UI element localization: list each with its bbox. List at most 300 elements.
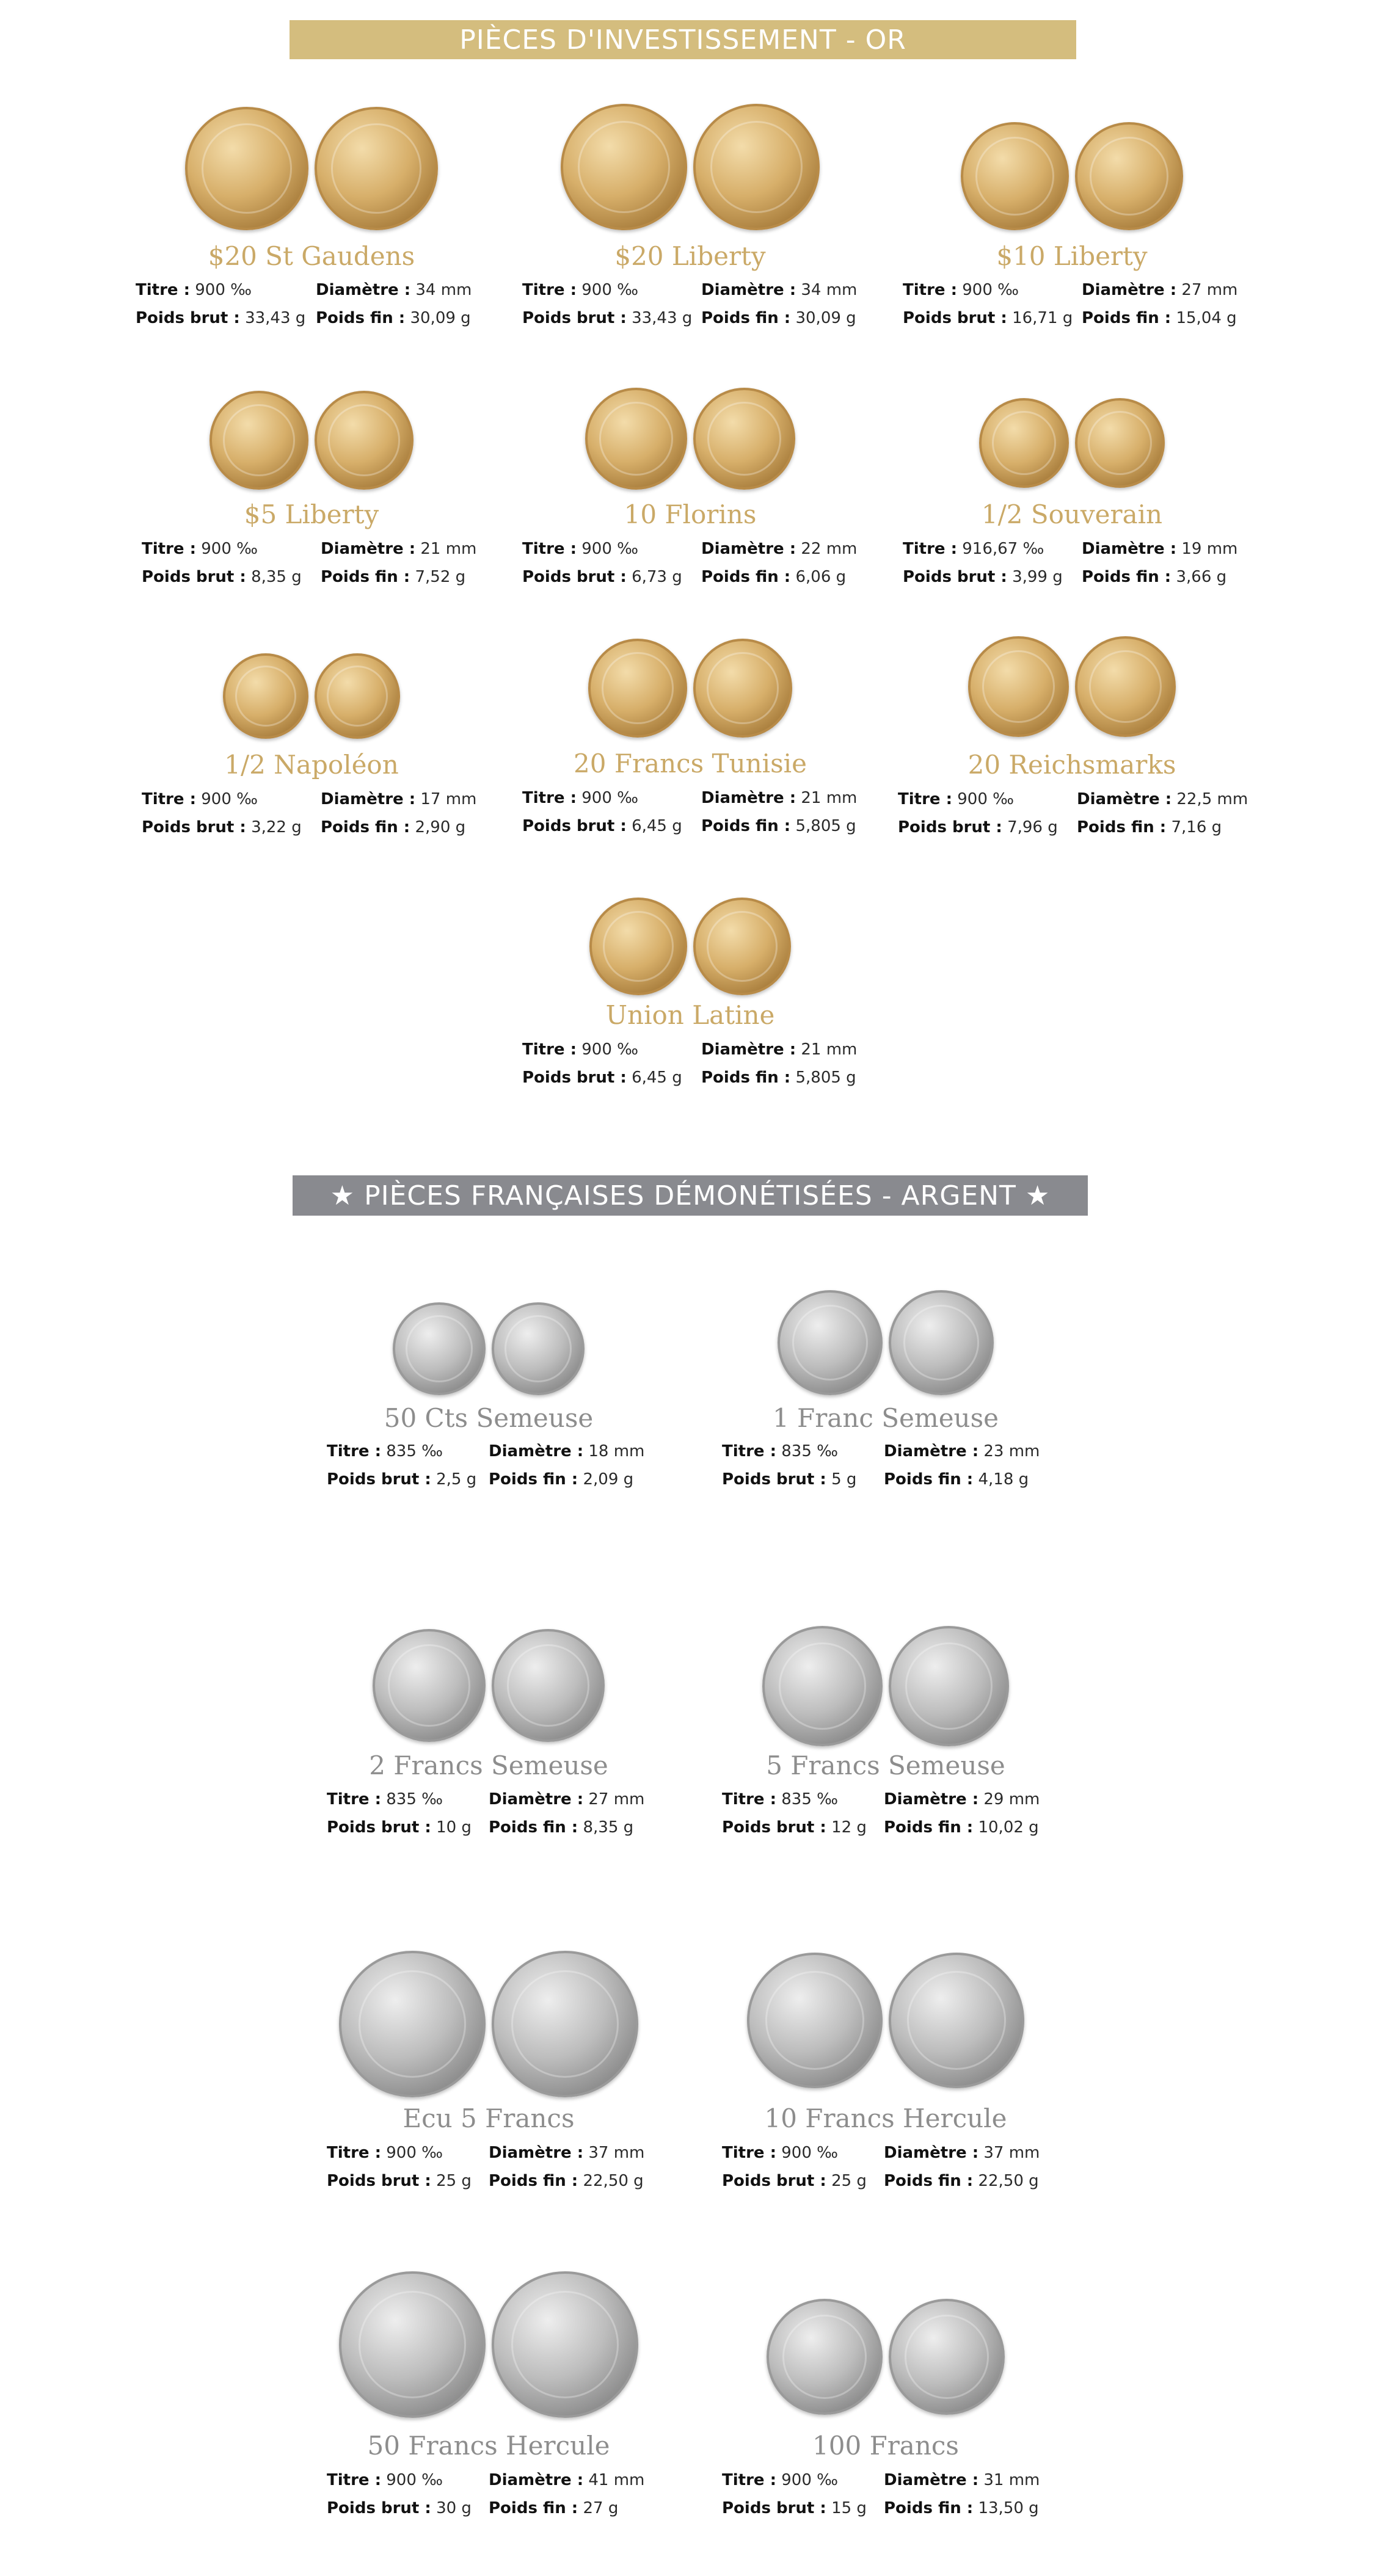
spec-value: 3,99 g xyxy=(1012,568,1063,586)
spec-poids-brut xyxy=(903,304,1073,332)
spec-label: Poids fin : xyxy=(1077,818,1167,836)
spec-poids-brut xyxy=(522,1064,682,1092)
spec-value: 835 ‰ xyxy=(781,1442,839,1460)
coin-specs xyxy=(142,535,477,591)
spec-value: 27 g xyxy=(583,2499,619,2517)
spec-value: 900 ‰ xyxy=(581,540,639,558)
coin-reverse-image xyxy=(889,2299,1005,2415)
spec-titre xyxy=(327,2466,443,2494)
spec-label: Titre : xyxy=(327,1790,381,1809)
spec-value: 6,45 g xyxy=(632,817,682,835)
coin-obverse-image xyxy=(762,1626,883,1746)
spec-value: 7,96 g xyxy=(1007,818,1058,836)
spec-diametre xyxy=(701,1036,857,1064)
coin-specs xyxy=(722,1437,1040,1493)
coin-obverse-image xyxy=(778,1290,883,1395)
spec-value: 2,5 g xyxy=(436,1470,477,1489)
coin-reverse-image xyxy=(1075,398,1165,488)
spec-value: 19 mm xyxy=(1181,540,1238,558)
spec-value: 3,66 g xyxy=(1176,568,1227,586)
spec-label: Poids brut : xyxy=(327,1470,431,1489)
spec-label: Poids brut : xyxy=(722,2499,826,2517)
spec-value: 10,02 g xyxy=(978,1818,1039,1837)
coin-reverse-image xyxy=(1075,122,1183,230)
coin-reverse-image xyxy=(492,2271,638,2418)
coin-specs xyxy=(722,2466,1040,2522)
spec-poids-brut xyxy=(327,2167,472,2195)
coin-name: $10 Liberty xyxy=(996,241,1148,271)
coin-images xyxy=(128,107,495,230)
spec-diametre xyxy=(701,535,857,563)
coin-images xyxy=(305,1951,672,2097)
spec-diametre xyxy=(884,1437,1040,1465)
spec-poids-fin xyxy=(489,1813,633,1841)
coin-name: 100 Francs xyxy=(812,2431,959,2461)
spec-value: 900 ‰ xyxy=(781,2471,839,2489)
spec-label: Diamètre : xyxy=(489,1442,584,1460)
coin-images xyxy=(702,1290,1069,1395)
spec-value: 30 g xyxy=(436,2499,472,2517)
spec-value: 30,09 g xyxy=(410,309,471,327)
coin-images xyxy=(507,388,873,490)
spec-label: Poids brut : xyxy=(522,1068,627,1087)
spec-value: 18 mm xyxy=(588,1442,645,1460)
spec-poids-brut xyxy=(722,1813,867,1841)
spec-titre xyxy=(722,2466,838,2494)
spec-value: 900 ‰ xyxy=(201,540,258,558)
spec-label: Poids fin : xyxy=(884,2499,974,2517)
spec-poids-fin xyxy=(489,1465,633,1493)
spec-value: 900 ‰ xyxy=(957,790,1015,808)
spec-label: Diamètre : xyxy=(489,2144,584,2162)
spec-value: 22,50 g xyxy=(583,2172,644,2190)
spec-value: 8,35 g xyxy=(583,1818,634,1837)
spec-value: 22 mm xyxy=(801,540,858,558)
spec-value: 900 ‰ xyxy=(781,2144,839,2162)
spec-poids-brut xyxy=(136,304,305,332)
coin-name: 5 Francs Semeuse xyxy=(766,1751,1005,1780)
spec-label: Titre : xyxy=(898,790,952,808)
coin-images xyxy=(128,653,495,739)
coin-name: 2 Francs Semeuse xyxy=(369,1751,608,1780)
coin-obverse-image xyxy=(968,636,1069,737)
coin-obverse-image xyxy=(747,1953,883,2088)
coin-obverse-image xyxy=(339,2271,486,2418)
spec-poids-fin xyxy=(321,813,465,841)
spec-value: 23 mm xyxy=(983,1442,1040,1460)
spec-label: Titre : xyxy=(522,281,577,299)
spec-label: Diamètre : xyxy=(316,281,411,299)
spec-value: 17 mm xyxy=(420,790,477,808)
spec-value: 7,52 g xyxy=(415,568,466,586)
coin-reverse-image xyxy=(492,1629,605,1742)
spec-diametre xyxy=(701,784,857,812)
coin-name: $5 Liberty xyxy=(244,499,379,529)
spec-value: 34 mm xyxy=(415,281,472,299)
spec-diametre xyxy=(489,2466,644,2494)
spec-value: 3,22 g xyxy=(251,818,302,836)
coin-specs xyxy=(522,276,858,332)
spec-poids-brut xyxy=(327,1813,472,1841)
spec-poids-fin xyxy=(489,2494,618,2522)
spec-value: 900 ‰ xyxy=(962,281,1019,299)
spec-diametre xyxy=(884,2139,1040,2167)
spec-poids-fin xyxy=(1082,304,1237,332)
spec-value: 6,06 g xyxy=(795,568,847,586)
spec-value: 900 ‰ xyxy=(581,1040,639,1059)
spec-label: Poids brut : xyxy=(722,1470,826,1489)
spec-label: Poids brut : xyxy=(136,309,240,327)
coin-images xyxy=(889,398,1255,488)
spec-value: 5,805 g xyxy=(795,1068,856,1087)
spec-label: Poids fin : xyxy=(489,1818,578,1837)
spec-value: 12 g xyxy=(831,1818,867,1837)
coin-specs xyxy=(327,2466,645,2522)
spec-poids-brut xyxy=(327,2494,472,2522)
coin-reverse-image xyxy=(693,898,791,995)
spec-label: Diamètre : xyxy=(884,2144,979,2162)
spec-label: Poids fin : xyxy=(1082,309,1171,327)
spec-value: 4,18 g xyxy=(978,1470,1029,1489)
spec-diametre xyxy=(1077,785,1248,813)
coin-reverse-image xyxy=(889,1626,1009,1746)
spec-diametre xyxy=(884,2466,1040,2494)
spec-value: 900 ‰ xyxy=(386,2144,443,2162)
spec-poids-fin xyxy=(489,2167,644,2195)
spec-label: Poids fin : xyxy=(316,309,406,327)
spec-titre xyxy=(722,1785,838,1813)
spec-value: 2,09 g xyxy=(583,1470,634,1489)
coin-obverse-image xyxy=(561,104,687,230)
coin-specs xyxy=(136,276,472,332)
spec-value: 835 ‰ xyxy=(386,1790,443,1809)
spec-label: Poids brut : xyxy=(903,568,1007,586)
spec-poids-fin xyxy=(884,1813,1039,1841)
spec-poids-fin xyxy=(316,304,471,332)
coin-specs xyxy=(898,785,1248,841)
spec-titre xyxy=(903,276,1019,304)
spec-label: Poids brut : xyxy=(722,1818,826,1837)
spec-value: 900 ‰ xyxy=(195,281,252,299)
spec-diametre xyxy=(321,785,476,813)
spec-label: Titre : xyxy=(722,1442,776,1460)
spec-titre xyxy=(136,276,252,304)
spec-titre xyxy=(903,535,1044,563)
coin-obverse-image xyxy=(185,107,308,230)
coin-obverse-image xyxy=(585,388,687,490)
spec-poids-brut xyxy=(142,813,302,841)
spec-diametre xyxy=(321,535,476,563)
spec-value: 6,45 g xyxy=(632,1068,682,1087)
spec-diametre xyxy=(884,1785,1040,1813)
spec-poids-fin xyxy=(701,1064,856,1092)
spec-label: Diamètre : xyxy=(489,2471,584,2489)
spec-value: 29 mm xyxy=(983,1790,1040,1809)
spec-label: Titre : xyxy=(327,2144,381,2162)
coin-name: Ecu 5 Francs xyxy=(403,2103,575,2133)
spec-poids-brut xyxy=(142,563,302,591)
spec-titre xyxy=(327,2139,443,2167)
spec-value: 835 ‰ xyxy=(386,1442,443,1460)
coin-name: 1/2 Souverain xyxy=(981,499,1163,529)
spec-value: 41 mm xyxy=(588,2471,645,2489)
spec-label: Titre : xyxy=(903,540,957,558)
coin-reverse-image xyxy=(693,104,820,230)
coin-specs xyxy=(722,2139,1040,2195)
coin-specs xyxy=(327,2139,645,2195)
spec-poids-fin xyxy=(1082,563,1226,591)
spec-titre xyxy=(722,2139,838,2167)
spec-label: Poids fin : xyxy=(701,568,791,586)
spec-label: Poids fin : xyxy=(701,817,791,835)
spec-value: 8,35 g xyxy=(251,568,302,586)
spec-label: Diamètre : xyxy=(701,281,796,299)
spec-titre xyxy=(898,785,1014,813)
coin-specs xyxy=(522,1036,858,1092)
spec-diametre xyxy=(489,1785,644,1813)
coin-images xyxy=(889,636,1255,737)
spec-value: 2,90 g xyxy=(415,818,466,836)
gold-section-title: PIÈCES D'INVESTISSEMENT - OR xyxy=(290,20,1076,59)
spec-value: 22,50 g xyxy=(978,2172,1039,2190)
spec-value: 15 g xyxy=(831,2499,867,2517)
coin-images xyxy=(889,122,1255,230)
spec-label: Poids brut : xyxy=(722,2172,826,2190)
coin-name: $20 Liberty xyxy=(614,241,766,271)
spec-label: Poids fin : xyxy=(321,818,410,836)
spec-label: Titre : xyxy=(522,1040,577,1059)
spec-label: Poids brut : xyxy=(522,568,627,586)
coin-name: 10 Florins xyxy=(624,499,757,529)
spec-label: Titre : xyxy=(522,789,577,807)
coin-specs xyxy=(903,276,1238,332)
spec-label: Titre : xyxy=(142,790,196,808)
coin-reverse-image xyxy=(1075,636,1176,737)
spec-poids-fin xyxy=(884,2167,1039,2195)
spec-value: 30,09 g xyxy=(795,309,856,327)
coin-name: 20 Francs Tunisie xyxy=(574,749,807,778)
spec-label: Poids brut : xyxy=(903,309,1007,327)
spec-poids-fin xyxy=(701,812,856,840)
spec-titre xyxy=(522,535,638,563)
spec-label: Poids brut : xyxy=(327,1818,431,1837)
coin-reverse-image xyxy=(315,653,400,739)
spec-diametre xyxy=(489,1437,644,1465)
spec-label: Titre : xyxy=(722,2471,776,2489)
spec-poids-brut xyxy=(722,2167,867,2195)
spec-label: Poids brut : xyxy=(522,817,627,835)
coin-name: 20 Reichsmarks xyxy=(967,750,1176,780)
spec-poids-brut xyxy=(522,304,692,332)
spec-value: 900 ‰ xyxy=(386,2471,443,2489)
spec-label: Poids fin : xyxy=(1082,568,1171,586)
coin-name: 1 Franc Semeuse xyxy=(772,1403,999,1433)
coin-reverse-image xyxy=(315,107,438,230)
spec-label: Diamètre : xyxy=(1082,540,1177,558)
spec-label: Poids fin : xyxy=(701,309,791,327)
spec-label: Diamètre : xyxy=(1082,281,1177,299)
coin-obverse-image xyxy=(961,122,1069,230)
spec-label: Titre : xyxy=(522,540,577,558)
coin-reverse-image xyxy=(693,388,795,490)
coin-images xyxy=(305,1302,672,1395)
spec-label: Titre : xyxy=(327,1442,381,1460)
spec-label: Poids brut : xyxy=(327,2499,431,2517)
spec-poids-fin xyxy=(884,1465,1029,1493)
spec-label: Poids fin : xyxy=(489,1470,578,1489)
coin-specs xyxy=(327,1437,645,1493)
spec-label: Titre : xyxy=(722,2144,776,2162)
coin-name: Union Latine xyxy=(605,1000,775,1030)
spec-label: Diamètre : xyxy=(321,790,416,808)
coin-obverse-image xyxy=(979,398,1069,488)
spec-value: 10 g xyxy=(436,1818,472,1837)
spec-diametre xyxy=(701,276,857,304)
spec-poids-brut xyxy=(327,1465,476,1493)
spec-value: 37 mm xyxy=(983,2144,1040,2162)
spec-titre xyxy=(522,276,638,304)
spec-poids-brut xyxy=(522,563,682,591)
spec-poids-brut xyxy=(903,563,1063,591)
spec-value: 5,805 g xyxy=(795,817,856,835)
spec-titre xyxy=(142,535,258,563)
spec-poids-fin xyxy=(884,2494,1039,2522)
coin-obverse-image xyxy=(588,639,687,738)
coin-images xyxy=(702,1626,1069,1746)
coin-images xyxy=(507,639,873,738)
spec-label: Titre : xyxy=(903,281,957,299)
spec-label: Poids fin : xyxy=(321,568,410,586)
spec-label: Diamètre : xyxy=(1077,790,1172,808)
spec-label: Poids brut : xyxy=(142,568,246,586)
coin-images xyxy=(507,898,873,995)
coin-images xyxy=(305,2271,672,2418)
spec-poids-brut xyxy=(522,812,682,840)
spec-label: Poids brut : xyxy=(142,818,246,836)
spec-value: 31 mm xyxy=(983,2471,1040,2489)
coin-images xyxy=(702,1953,1069,2088)
spec-value: 835 ‰ xyxy=(781,1790,839,1809)
spec-diametre xyxy=(489,2139,644,2167)
coin-reverse-image xyxy=(315,391,414,490)
spec-titre xyxy=(327,1785,443,1813)
spec-label: Titre : xyxy=(327,2471,381,2489)
spec-value: 37 mm xyxy=(588,2144,645,2162)
coin-reverse-image xyxy=(889,1290,994,1395)
spec-diametre xyxy=(1082,276,1237,304)
coin-obverse-image xyxy=(393,1302,486,1395)
spec-poids-fin xyxy=(321,563,465,591)
spec-poids-fin xyxy=(701,304,856,332)
coin-obverse-image xyxy=(589,898,687,995)
spec-label: Poids brut : xyxy=(898,818,1002,836)
coin-reverse-image xyxy=(492,1302,585,1395)
spec-value: 21 mm xyxy=(801,1040,858,1059)
coin-reverse-image xyxy=(693,639,792,738)
coin-images xyxy=(702,2299,1069,2415)
spec-poids-brut xyxy=(722,2494,867,2522)
spec-titre xyxy=(722,1437,838,1465)
coin-specs xyxy=(522,784,858,840)
spec-label: Diamètre : xyxy=(701,540,796,558)
coin-reverse-image xyxy=(492,1951,638,2097)
spec-poids-fin xyxy=(1077,813,1222,841)
coin-specs xyxy=(327,1785,645,1841)
coin-specs xyxy=(522,535,858,591)
spec-label: Poids fin : xyxy=(884,1818,974,1837)
spec-value: 21 mm xyxy=(420,540,477,558)
spec-value: 7,16 g xyxy=(1171,818,1222,836)
coin-obverse-image xyxy=(339,1951,486,2097)
spec-poids-fin xyxy=(701,563,846,591)
spec-value: 16,71 g xyxy=(1012,309,1073,327)
coin-specs xyxy=(142,785,477,841)
coin-reverse-image xyxy=(889,1953,1024,2088)
spec-label: Diamètre : xyxy=(884,1442,979,1460)
spec-value: 22,5 mm xyxy=(1176,790,1248,808)
spec-label: Poids fin : xyxy=(884,2172,974,2190)
spec-label: Diamètre : xyxy=(321,540,416,558)
spec-label: Diamètre : xyxy=(489,1790,584,1809)
coin-obverse-image xyxy=(223,653,308,739)
spec-value: 15,04 g xyxy=(1176,309,1237,327)
coin-name: 50 Francs Hercule xyxy=(367,2431,610,2461)
spec-value: 900 ‰ xyxy=(581,789,639,807)
spec-value: 25 g xyxy=(436,2172,472,2190)
spec-label: Titre : xyxy=(722,1790,776,1809)
spec-label: Diamètre : xyxy=(884,2471,979,2489)
silver-section-title: ★ PIÈCES FRANÇAISES DÉMONÉTISÉES - ARGENT ★ xyxy=(293,1175,1088,1216)
spec-label: Poids brut : xyxy=(522,309,627,327)
spec-titre xyxy=(327,1437,443,1465)
coin-obverse-image xyxy=(767,2299,883,2415)
spec-label: Poids fin : xyxy=(489,2499,578,2517)
spec-titre xyxy=(522,784,638,812)
coin-images xyxy=(507,104,873,230)
spec-value: 34 mm xyxy=(801,281,858,299)
spec-value: 21 mm xyxy=(801,789,858,807)
spec-poids-brut xyxy=(898,813,1058,841)
spec-label: Poids fin : xyxy=(884,1470,974,1489)
spec-value: 33,43 g xyxy=(632,309,693,327)
spec-label: Titre : xyxy=(136,281,190,299)
coin-obverse-image xyxy=(373,1629,486,1742)
spec-label: Diamètre : xyxy=(701,1040,796,1059)
spec-value: 900 ‰ xyxy=(201,790,258,808)
spec-label: Titre : xyxy=(142,540,196,558)
spec-label: Poids fin : xyxy=(489,2172,578,2190)
coin-name: 10 Francs Hercule xyxy=(764,2103,1007,2133)
spec-label: Poids brut : xyxy=(327,2172,431,2190)
coin-name: $20 St Gaudens xyxy=(208,241,415,271)
spec-label: Poids fin : xyxy=(701,1068,791,1087)
spec-value: 13,50 g xyxy=(978,2499,1039,2517)
coin-images xyxy=(128,391,495,490)
spec-value: 27 mm xyxy=(1181,281,1238,299)
spec-diametre xyxy=(316,276,472,304)
coin-specs xyxy=(722,1785,1040,1841)
spec-label: Diamètre : xyxy=(884,1790,979,1809)
spec-value: 916,67 ‰ xyxy=(962,540,1044,558)
spec-value: 33,43 g xyxy=(245,309,306,327)
spec-value: 27 mm xyxy=(588,1790,645,1809)
coin-images xyxy=(305,1629,672,1742)
spec-titre xyxy=(142,785,258,813)
spec-value: 6,73 g xyxy=(632,568,682,586)
spec-value: 25 g xyxy=(831,2172,867,2190)
spec-titre xyxy=(522,1036,638,1064)
spec-poids-brut xyxy=(722,1465,856,1493)
